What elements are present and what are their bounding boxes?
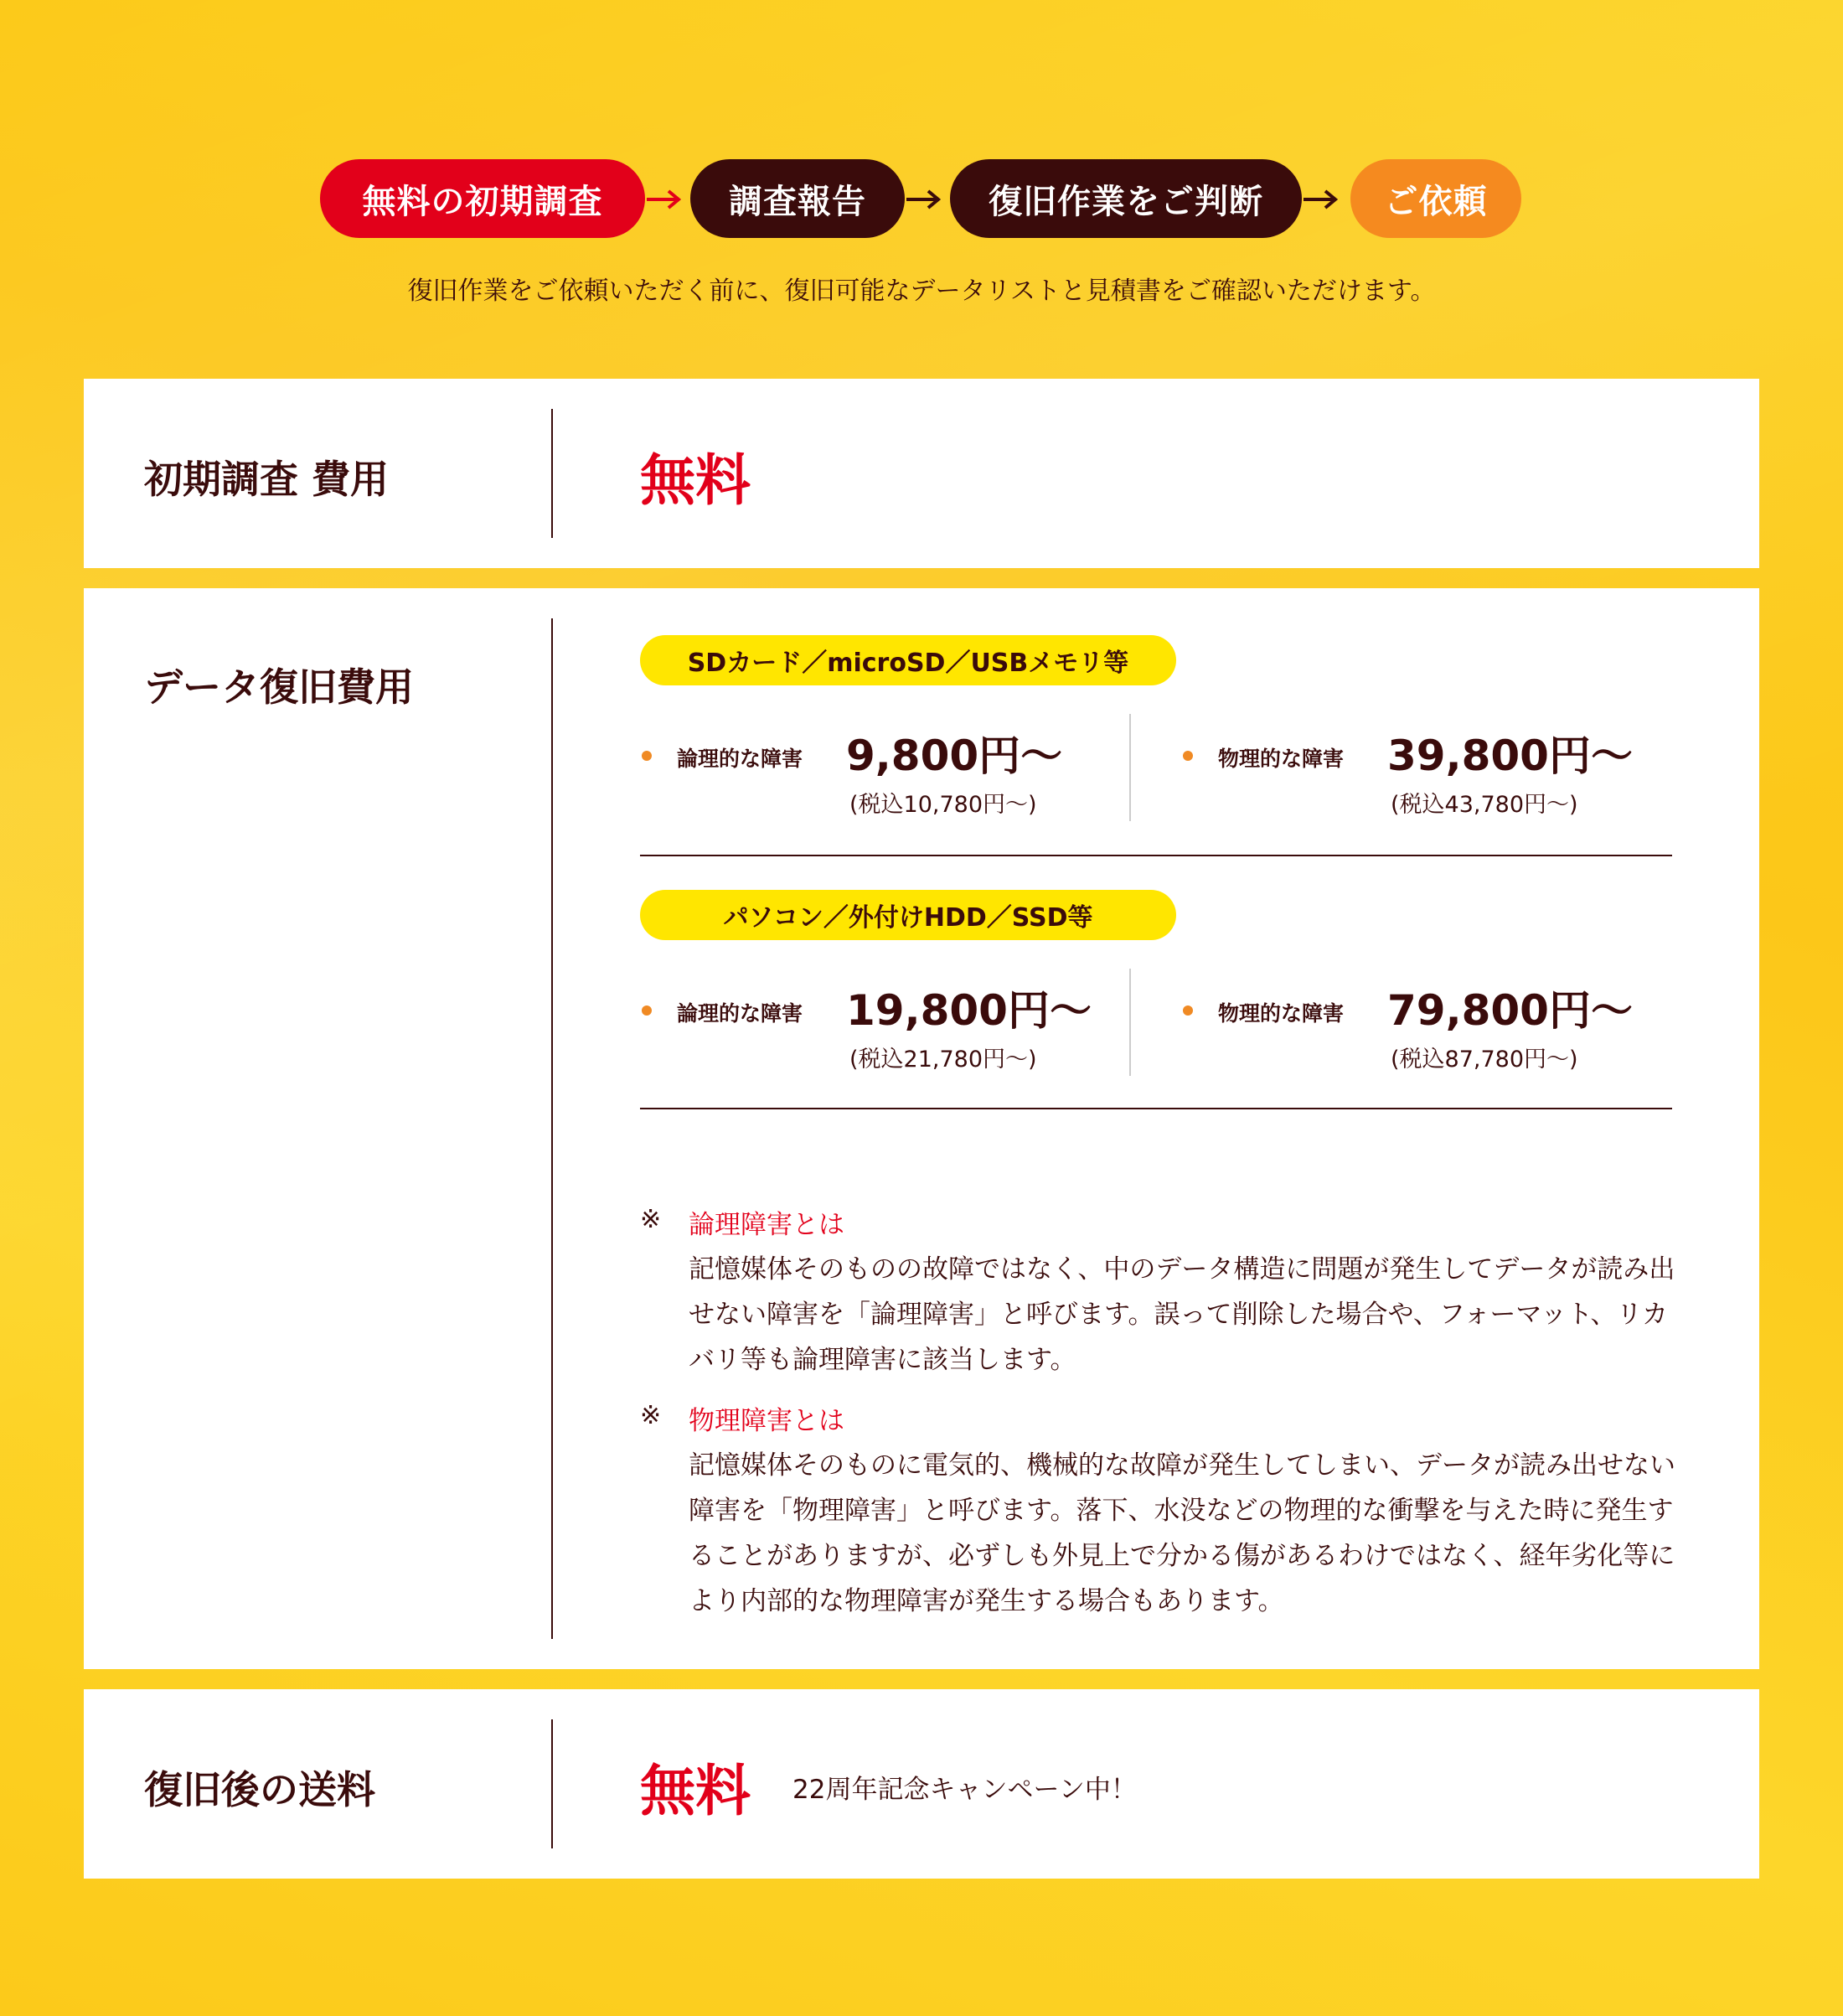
shipping-card bbox=[84, 1689, 1759, 1879]
column-divider bbox=[1129, 969, 1131, 1076]
physical-price: 39,800円〜 bbox=[1387, 731, 1633, 780]
arrow-right-icon bbox=[645, 183, 684, 216]
physical-price-tax: (税込87,780円〜) bbox=[1391, 1047, 1578, 1073]
recovery-cost-title: データ復旧費用 bbox=[144, 664, 414, 710]
recovery-cost-card bbox=[84, 588, 1759, 1669]
arrow-right-icon bbox=[905, 183, 943, 216]
initial-survey-card bbox=[84, 379, 1759, 568]
note-mark: ※ bbox=[640, 1401, 662, 1430]
note-logical-body: 記憶媒体そのものの故障ではなく、中のデータ構造に問題が発生してデータが読み出せない障害を「論理障害」と呼びます。誤って削除した場合や、フォーマット、リカバリ等も論理障害に該当します。 bbox=[689, 1254, 1675, 1375]
step-request: ご依頼 bbox=[1350, 159, 1521, 238]
logical-price-tax: (税込21,780円〜) bbox=[849, 1047, 1037, 1073]
logical-price: 9,800円〜 bbox=[846, 731, 1063, 780]
logical-price: 19,800円〜 bbox=[846, 986, 1092, 1035]
steps-description: 復旧作業をご依頼いただく前に、復旧可能なデータリストと見積書をご確認いただけます。 bbox=[407, 277, 1436, 306]
divider bbox=[551, 618, 553, 1639]
device-tag-pc-hdd: パソコン／外付けHDD／SSD等 bbox=[640, 890, 1176, 940]
step-report: 調査報告 bbox=[690, 159, 905, 238]
bullet-dot-icon bbox=[1183, 751, 1193, 761]
logical-failure-label: 論理的な障害 bbox=[677, 1001, 803, 1026]
bullet-dot-icon bbox=[1183, 1005, 1193, 1016]
divider bbox=[551, 409, 553, 538]
note-mark: ※ bbox=[640, 1205, 662, 1234]
device-tag-sd-usb: SDカード／microSD／USBメモリ等 bbox=[640, 635, 1176, 685]
process-steps bbox=[0, 159, 1843, 238]
physical-failure-label: 物理的な障害 bbox=[1218, 747, 1345, 771]
step-free-survey: 無料の初期調査 bbox=[320, 159, 645, 238]
physical-failure-label: 物理的な障害 bbox=[1218, 1001, 1345, 1026]
logical-failure-label: 論理的な障害 bbox=[677, 747, 803, 771]
bullet-dot-icon bbox=[642, 1005, 652, 1016]
note-logical-heading: 論理障害とは bbox=[689, 1210, 844, 1240]
physical-price: 79,800円〜 bbox=[1387, 986, 1633, 1035]
column-divider bbox=[1129, 714, 1131, 821]
bullet-dot-icon bbox=[642, 751, 652, 761]
group-separator bbox=[640, 1108, 1672, 1109]
shipping-free: 無料 bbox=[640, 1759, 751, 1823]
logical-price-tax: (税込10,780円〜) bbox=[849, 792, 1037, 818]
step-decision: 復旧作業をご判断 bbox=[950, 159, 1302, 238]
initial-survey-free: 無料 bbox=[640, 448, 751, 513]
physical-price-tax: (税込43,780円〜) bbox=[1391, 792, 1578, 818]
group-separator bbox=[640, 855, 1672, 856]
initial-survey-title: 初期調査 費用 bbox=[144, 457, 390, 502]
note-physical-body: 記憶媒体そのものに電気的、機械的な故障が発生してしまい、データが読み出せない障害を「物理障害」と呼びます。落下、水没などの物理的な衝撃を与えた時に発生することがありますが、必ずしも外見上で分かる傷があるわけではなく、経年劣化等により内部的な物理障害が発生する場合もあります。 bbox=[689, 1450, 1675, 1616]
arrow-right-icon bbox=[1302, 183, 1340, 216]
shipping-title: 復旧後の送料 bbox=[144, 1767, 375, 1812]
note-physical-heading: 物理障害とは bbox=[689, 1406, 844, 1436]
campaign-text: 22周年記念キャンペーン中！ bbox=[792, 1775, 1137, 1805]
divider bbox=[551, 1719, 553, 1848]
